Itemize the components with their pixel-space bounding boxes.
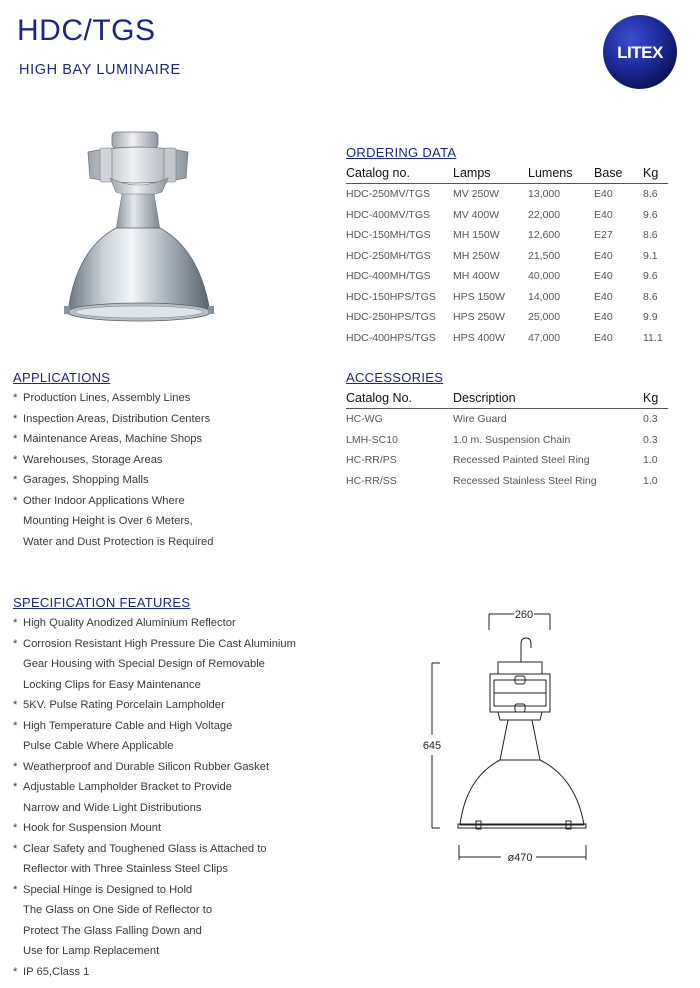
specification-heading: SPECIFICATION FEATURES xyxy=(13,595,191,610)
catalog-no-cell: HC-RR/PS xyxy=(346,454,397,467)
list-item: * Hook for Suspension Mount xyxy=(13,822,162,834)
table-row xyxy=(346,184,668,205)
kg-cell: 8.6 xyxy=(643,290,658,303)
lamps-cell: HPS 250W xyxy=(453,311,505,324)
kg-cell: 0.3 xyxy=(643,413,658,426)
lamps-cell: MH 250W xyxy=(453,249,500,262)
kg-cell: 1.0 xyxy=(643,454,658,467)
list-item: * Other Indoor Applications Where Mounting Height is Over 6 Meters, Water and Dust Protection is Required xyxy=(13,494,214,548)
diameter-dimension-label: ø470 xyxy=(507,852,533,864)
table-row xyxy=(346,246,668,267)
kg-cell: 8.6 xyxy=(643,229,658,242)
column-header: Kg xyxy=(643,388,668,409)
description-cell: Recessed Painted Steel Ring xyxy=(453,454,590,467)
lamps-cell: MV 250W xyxy=(453,188,500,201)
ordering-data-heading: ORDERING DATA xyxy=(346,145,457,160)
catalog-no-cell: HDC-250MV/TGS xyxy=(346,188,431,201)
kg-cell: 9.6 xyxy=(643,270,658,283)
column-header: Lumens xyxy=(528,163,594,184)
lumens-cell: 12,600 xyxy=(528,229,561,242)
lamps-cell: MH 150W xyxy=(453,229,500,242)
list-item: * 5KV. Pulse Rating Porcelain Lampholder xyxy=(13,699,225,711)
list-item: * Corrosion Resistant High Pressure Die Cast Aluminium Gear Housing with Special Design of Removable Locking Clips for Easy Maintenance xyxy=(13,637,296,691)
table-header-row xyxy=(346,163,668,184)
base-cell: E40 xyxy=(594,290,613,303)
column-header: Kg xyxy=(643,163,668,184)
kg-cell: 9.6 xyxy=(643,208,658,221)
kg-cell: 0.3 xyxy=(643,433,658,446)
list-item: * Clear Safety and Toughened Glass is Attached to Reflector with Three Stainless Steel Clips xyxy=(13,842,267,875)
list-item: * Special Hinge is Designed to Hold The Glass on One Side of Reflector to Protect The Glass Falling Down and Use for Lamp Replacement xyxy=(13,883,213,957)
list-item: * Warehouses, Storage Areas xyxy=(13,453,163,466)
litex-logo xyxy=(602,14,678,90)
list-item: * High Quality Anodized Aluminium Reflector xyxy=(13,617,236,629)
table-row xyxy=(346,266,668,287)
lumens-cell: 14,000 xyxy=(528,290,561,303)
column-header: Base xyxy=(594,163,643,184)
lamps-cell: HPS 400W xyxy=(453,331,505,344)
table-header-row xyxy=(346,388,668,409)
lumens-cell: 47,000 xyxy=(528,331,561,344)
ordering-data-table xyxy=(346,163,668,348)
catalog-no-cell: HDC-150HPS/TGS xyxy=(346,290,436,303)
kg-cell: 9.9 xyxy=(643,311,658,324)
table-row xyxy=(346,287,668,308)
list-item: * IP 65,Class 1 xyxy=(13,965,90,978)
catalog-no-cell: HDC-250HPS/TGS xyxy=(346,311,436,324)
height-dimension-label: 645 xyxy=(422,740,442,752)
base-cell: E40 xyxy=(594,311,613,324)
base-cell: E40 xyxy=(594,208,613,221)
kg-cell: 1.0 xyxy=(643,474,658,487)
table-row xyxy=(346,450,668,471)
list-item: * Inspection Areas, Distribution Centers xyxy=(13,412,211,425)
description-cell: Recessed Stainless Steel Ring xyxy=(453,474,597,487)
lamps-cell: MV 400W xyxy=(453,208,500,221)
lumens-cell: 21,500 xyxy=(528,249,561,262)
list-item: * Garages, Shopping Malls xyxy=(13,474,149,486)
dimension-drawing xyxy=(410,600,610,870)
kg-cell: 11.1 xyxy=(643,331,663,344)
list-item: * Adjustable Lampholder Bracket to Provide Narrow and Wide Light Distributions xyxy=(13,781,232,814)
kg-cell: 9.1 xyxy=(643,249,658,262)
logo-text: LITEX xyxy=(617,43,663,62)
table-row xyxy=(346,225,668,246)
catalog-no-cell: HDC-250MH/TGS xyxy=(346,249,431,262)
table-row xyxy=(346,409,668,430)
base-cell: E40 xyxy=(594,331,613,344)
lumens-cell: 40,000 xyxy=(528,270,561,283)
applications-list xyxy=(13,388,213,552)
lumens-cell: 25,000 xyxy=(528,311,561,324)
catalog-no-cell: HDC-400HPS/TGS xyxy=(346,331,436,344)
reflector-outline xyxy=(460,760,584,825)
column-header: Description xyxy=(453,388,643,409)
table-row xyxy=(346,430,668,451)
lumens-cell: 13,000 xyxy=(528,188,561,201)
list-item: * Maintenance Areas, Machine Shops xyxy=(13,433,203,445)
luminaire-photo xyxy=(50,130,230,330)
lamps-cell: HPS 150W xyxy=(453,290,505,303)
applications-heading: APPLICATIONS xyxy=(13,370,111,385)
base-cell: E40 xyxy=(594,249,613,262)
catalog-no-cell: HDC-400MV/TGS xyxy=(346,208,431,221)
specification-list xyxy=(13,613,296,982)
kg-cell: 8.6 xyxy=(643,188,658,201)
table-row xyxy=(346,328,668,349)
table-row xyxy=(346,471,668,492)
base-cell: E27 xyxy=(594,229,613,242)
page-subtitle: HIGH BAY LUMINAIRE xyxy=(19,62,181,78)
base-cell: E40 xyxy=(594,188,613,201)
catalog-no-cell: HDC-150MH/TGS xyxy=(346,229,431,242)
list-item: * Production Lines, Assembly Lines xyxy=(13,392,191,404)
catalog-no-cell: HC-RR/SS xyxy=(346,474,397,487)
column-header: Lamps xyxy=(453,163,528,184)
description-cell: Wire Guard xyxy=(453,413,507,426)
base-cell: E40 xyxy=(594,270,613,283)
accessories-table xyxy=(346,388,668,491)
list-item: * Weatherproof and Durable Silicon Rubber Gasket xyxy=(13,760,270,773)
description-cell: 1.0 m. Suspension Chain xyxy=(453,433,571,446)
hook-outline xyxy=(521,638,531,662)
catalog-no-cell: HC-WG xyxy=(346,413,383,426)
table-row xyxy=(346,205,668,226)
table-row xyxy=(346,307,668,328)
page-title: HDC/TGS xyxy=(17,14,156,47)
catalog-no-cell: LMH-SC10 xyxy=(346,433,398,446)
column-header: Catalog no. xyxy=(346,163,453,184)
width-dimension-label: 260 xyxy=(514,609,534,621)
column-header: Catalog No. xyxy=(346,388,453,409)
list-item: * High Temperature Cable and High Voltage Pulse Cable Where Applicable xyxy=(13,719,233,752)
accessories-heading: ACCESSORIES xyxy=(346,370,444,385)
catalog-no-cell: HDC-400MH/TGS xyxy=(346,270,431,283)
lumens-cell: 22,000 xyxy=(528,208,561,221)
lamps-cell: MH 400W xyxy=(453,270,500,283)
